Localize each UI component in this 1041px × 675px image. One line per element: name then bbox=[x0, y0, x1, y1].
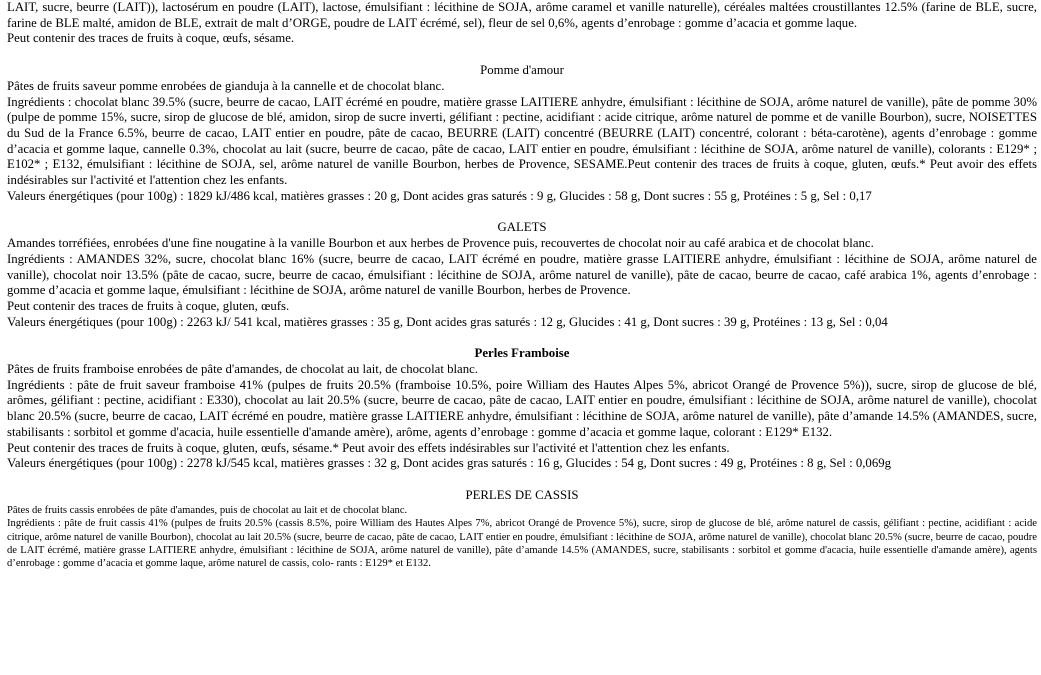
pomme-title: Pomme d'amour bbox=[480, 63, 564, 78]
galets-ingredients: Ingrédients : AMANDES 32%, sucre, chocolat blanc 16% (sucre, beurre de cacao, LAIT écrémé en poudre, matière grasse LAITIERE anhydre, émulsifiant : lécithine de SOJA, arôme naturel de vanille), chocolat noir 13.5% (pâte de cacao, sucre, beurre de cacao, émulsifiant : lécithine de SOJA, arôme naturel de vanille), pâte de cacao, beurre de cacao, café arabica 1%, agents d’enrobage : gomme d’acacia et gomme laque, émulsifiant : lécithine de SOJA, arôme naturel de vanille Bourbon, herbes de Provence. bbox=[7, 251, 1037, 298]
top-ingredients-tail: LAIT, sucre, beurre (LAIT)), lactosérum en poudre (LAIT), lactose, émulsifiant : lécithine de SOJA, arôme caramel et vanille naturelle), céréales maltées croustillantes 12.5% (farine de BLE, sucre, farine de BLE malté, amidon de BLE, extrait de malt d’ORGE, poudre de LAIT écrémé, sel), fleur de sel 0,6%, agents d’enrobage : gomme d’acacia et gomme laque. bbox=[7, 0, 1037, 30]
document-page bbox=[7, 0, 1037, 571]
cassis-title: PERLES DE CASSIS bbox=[465, 487, 579, 502]
section-pomme-amour bbox=[7, 63, 1037, 204]
section-perles-cassis bbox=[7, 488, 1037, 571]
framboise-description: Pâtes de fruits framboise enrobées de pâte d'amandes, de chocolat au lait, de chocolat blanc. bbox=[7, 362, 478, 377]
cassis-description: Pâtes de fruits cassis enrobées de pâte d'amandes, puis de chocolat au lait et de chocolat blanc. bbox=[7, 504, 408, 516]
framboise-traces: Peut contenir des traces de fruits à coque, gluten, œufs, sésame.* Peut avoir des effets indésirables sur l'activité et l'attention chez les enfants. bbox=[7, 440, 730, 455]
top-traces: Peut contenir des traces de fruits à coque, œufs, sésame. bbox=[7, 31, 295, 46]
pomme-energy: Valeurs énergétiques (pour 100g) : 1829 kJ/486 kcal, matières grasses : 20 g, Dont acides gras saturés : 9 g, Glucides : 58 g, Dont sucres : 55 g, Protéines : 5 g, Sel : 0,17 bbox=[7, 188, 872, 203]
pomme-ingredients: Ingrédients : chocolat blanc 39.5% (sucre, beurre de cacao, LAIT écrémé en poudre, matière grasse LAITIERE anhydre, émulsifiant : lécithine de SOJA, arôme naturel de vanille), pâte de pomme 30% (pulpe de pomme 15%, sucre, sirop de glucose de blé, amidon, sirop de sucre inverti, gélifiant : pectine, acidifiant : acide citrique, arôme naturel de pomme et de vanille Bourbon), sucre, NOISETTES du Sud de la France 6.5%, beurre de cacao, LAIT entier en poudre, pâte de cacao, BEURRE (LAIT) concentré (BEURRE (LAIT) concentré, colorant : béta-carotène), agents d’enrobage : gomme d’acacia et gomme laque, cannelle 0.3%, chocolat au lait (sucre, beurre de cacao, pâte de cacao, LAIT entier en poudre, émulsifiant : lécithine de SOJA, arôme naturel de vanille), colorants : E129* ; E102* ; E132, émulsifiant : lécithine de SOJA, sel, arôme naturel de vanille Bourbon, herbes de Provence, SESAME.Peut contenir des traces de fruits à coque, gluten, œufs.* Peut avoir des effets indésirables sur l'activité et l'attention chez les enfants. bbox=[7, 94, 1037, 188]
galets-title: GALETS bbox=[497, 220, 547, 235]
pomme-description: Pâtes de fruits saveur pomme enrobées de gianduja à la cannelle et de chocolat blanc. bbox=[7, 78, 445, 93]
galets-energy: Valeurs énergétiques (pour 100g) : 2263 kJ/ 541 kcal, matières grasses : 35 g, Dont acides gras saturés : 12 g, Glucides : 41 g, Dont sucres : 39 g, Protéines : 13 g, Sel : 0,04 bbox=[7, 314, 888, 329]
galets-description: Amandes torréfiées, enrobées d'une fine nougatine à la vanille Bourbon et aux herbes de Provence puis, recouvertes de chocolat noir au café arabica et de chocolat blanc. bbox=[7, 236, 874, 251]
framboise-energy: Valeurs énergétiques (pour 100g) : 2278 kJ/545 kcal, matières grasses : 32 g, Dont acides gras saturés : 16 g, Glucides : 54 g, Dont sucres : 49 g, Protéines : 8 g, Sel : 0,069g bbox=[7, 456, 892, 471]
cassis-ingredients: Ingrédients : pâte de fruit cassis 41% (pulpes de fruits 20.5% (cassis 8.5%, poire William des Hautes Alpes 7%, abricot Orangé de Provence 5%), sucre, sirop de glucose de blé, arôme naturel de cassis, gélifiant : pectine, acidifiant : acide citrique, arôme naturel de vanille Bourbon), chocolat au lait 20.5% (sucre, beurre de cacao, pâte de cacao, LAIT entier en poudre, émulsifiant : lécithine de SOJA, arôme naturel de vanille), chocolat blanc 20.5% (sucre, beurre de cacao, poudre de LAIT écrémé, matière grasse LAITIERE anhydre, émulsifiant : lécithine de SOJA, arôme naturel de vanille), pâte d’amande 14.5% (AMANDES, sucre, stabilisants : sorbitol et gomme d'acacia, huile essentielle d'amande amère), agents d’enrobage : gomme d’acacia et gomme laque, arôme naturel de cassis, colo- rants : E129* et E132. bbox=[7, 518, 1037, 570]
section-perles-framboise bbox=[7, 346, 1037, 472]
framboise-title: Perles Framboise bbox=[474, 346, 570, 361]
section-galets bbox=[7, 220, 1037, 330]
framboise-ingredients: Ingrédients : pâte de fruit saveur framboise 41% (pulpes de fruits 20.5% (framboise 10.5%, poire William des Hautes Alpes 5%, abricot Orangé de Provence 5%)), sucre, sirop de glucose de blé, arômes, gélifiant : pectine, acidifiant : E330), chocolat au lait 20.5% (sucre, beurre de cacao, pâte de cacao, LAIT entier en poudre, émulsifiant : lécithine de SOJA, arôme naturel de vanille), chocolat blanc 20.5% (sucre, beurre de cacao, LAIT écrémé en poudre, matière grasse LAITIERE anhydre, émulsifiant : lécithine de SOJA, arôme naturel de vanille), pâte d’amande 14.5% (AMANDES, sucre, stabilisants : sorbitol et gomme d'acacia, huile essentielle d'amande amère), arôme, agents d’enrobage : gomme d’acacia et gomme laque, colorant : E129* E132. bbox=[7, 377, 1037, 439]
galets-traces: Peut contenir des traces de fruits à coque, gluten, œufs. bbox=[7, 298, 290, 313]
